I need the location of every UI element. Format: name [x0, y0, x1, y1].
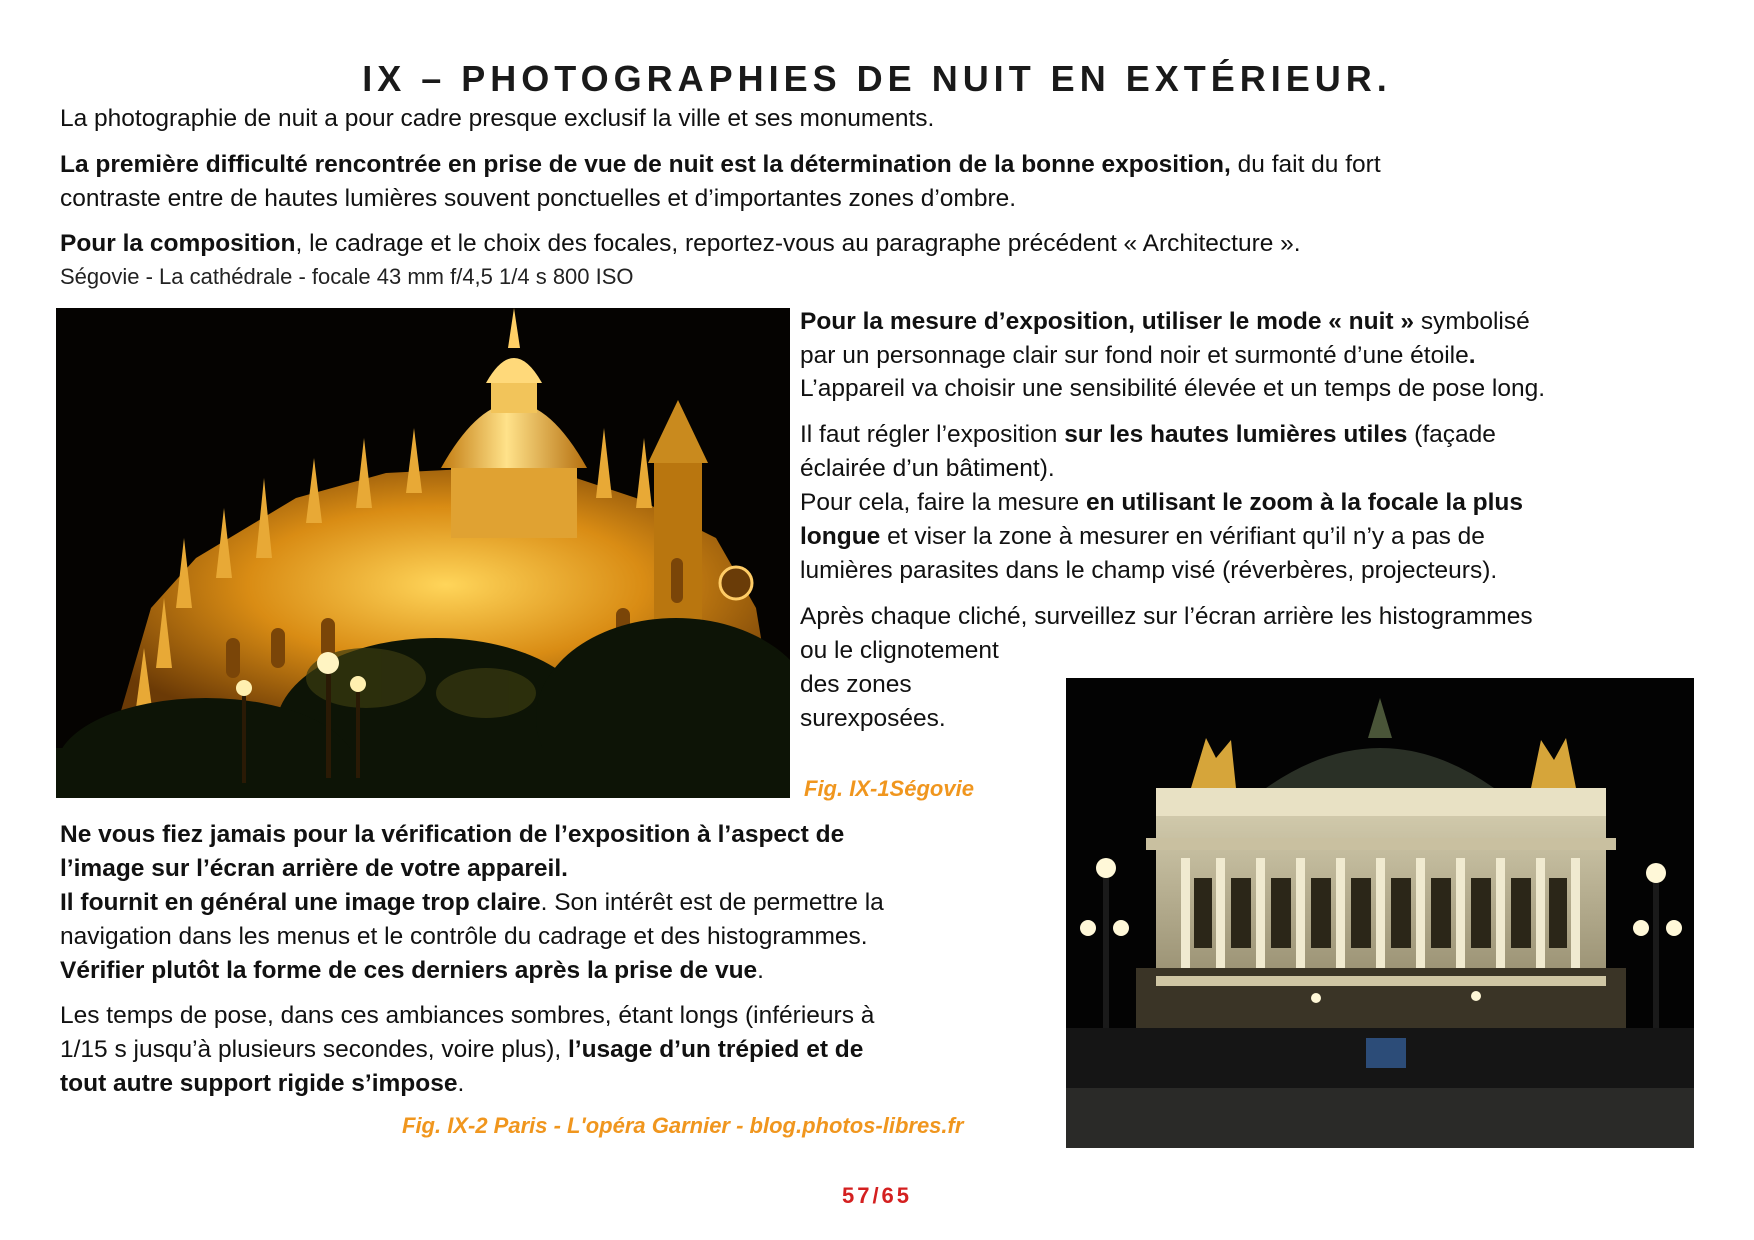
intro-paragraph: La photographie de nuit a pour cadre presque exclusif la ville et ses monuments. — [60, 105, 935, 132]
text: 1/15 s jusqu’à plusieurs secondes, voire plus), — [60, 1036, 568, 1063]
right-line-11: des zones — [800, 671, 912, 698]
photo-caption: Ségovie - La cathédrale - focale 43 mm f/4,5 1/4 s 800 ISO — [60, 264, 634, 289]
bottom-line-8 — [60, 1067, 464, 1101]
bold-text: La première difficulté rencontrée en prise de vue de nuit est la détermination de la bonne exposition, — [60, 151, 1231, 178]
right-line-5: éclairée d’un bâtiment). — [800, 455, 1055, 482]
bold-text: en utilisant le zoom à la focale la plus — [1085, 489, 1523, 516]
bold-text: longue — [800, 523, 881, 550]
bold-text: Il fournit en général une image trop claire — [60, 889, 541, 916]
bottom-line-3 — [60, 886, 884, 920]
text: (façade — [1407, 421, 1496, 448]
right-line-7 — [800, 520, 1485, 554]
right-line-6 — [800, 486, 1523, 520]
text: Il faut régler l’exposition — [800, 421, 1065, 448]
figure-1-caption: Fig. IX-1Ségovie — [804, 776, 974, 801]
text: , le cadrage et le choix des focales, reportez-vous au paragraphe précédent « Architecture ». — [295, 230, 1301, 257]
bold-text: sur les hautes lumières utiles — [1064, 421, 1408, 448]
bold-text: tout autre support rigide s’impose — [60, 1070, 458, 1097]
bottom-line-6: Les temps de pose, dans ces ambiances sombres, étant longs (inférieurs à — [60, 1002, 875, 1029]
right-line-4 — [800, 418, 1496, 452]
bottom-line-1: Ne vous fiez jamais pour la vérification de l’exposition à l’aspect de — [60, 821, 845, 848]
right-line-1 — [800, 305, 1530, 339]
cathedral-photo — [56, 308, 790, 798]
bottom-line-2: l’image sur l’écran arrière de votre appareil. — [60, 855, 568, 882]
bottom-line-5 — [60, 954, 764, 988]
bold-text: Pour la composition — [60, 230, 296, 257]
text: Pour cela, faire la mesure — [800, 489, 1086, 516]
cathedral-illustration — [56, 308, 790, 798]
text: . — [457, 1070, 465, 1097]
right-line-12: surexposées. — [800, 705, 946, 732]
bold-text: Vérifier plutôt la forme de ces derniers après la prise de vue — [60, 957, 758, 984]
page-number: 57/65 — [841, 1183, 913, 1208]
opera-photo — [1066, 678, 1694, 1148]
page-title: IX – PHOTOGRAPHIES DE NUIT EN EXTÉRIEUR. — [362, 58, 1392, 99]
text: . — [757, 957, 764, 984]
text: par un personnage clair sur fond noir et surmonté d’une étoile — [800, 342, 1469, 369]
right-line-10: ou le clignotement — [800, 637, 999, 664]
right-line-3: L’appareil va choisir une sensibilité élevée et un temps de pose long. — [800, 375, 1546, 402]
paragraph-composition — [60, 227, 1301, 261]
right-line-8: lumières parasites dans le champ visé (réverbères, projecteurs). — [800, 557, 1498, 584]
paragraph-difficulty-line2: contraste entre de hautes lumières souvent ponctuelles et d’importantes zones d’ombre. — [60, 185, 1017, 212]
right-line-2 — [800, 339, 1476, 373]
text: du fait du fort — [1230, 151, 1381, 178]
text: symbolisé — [1414, 308, 1530, 335]
bold-text: l’usage d’un trépied et de — [567, 1036, 864, 1063]
bold-text: Pour la mesure d’exposition, utiliser le mode « nuit » — [800, 308, 1415, 335]
bottom-line-7 — [60, 1033, 863, 1067]
right-line-9: Après chaque cliché, surveillez sur l’écran arrière les histogrammes — [800, 603, 1533, 630]
bold-text: . — [1468, 342, 1476, 369]
text: et viser la zone à mesurer en vérifiant qu’il n’y a pas de — [880, 523, 1485, 550]
opera-illustration — [1066, 678, 1694, 1148]
figure-2-caption: Fig. IX-2 Paris - L'opéra Garnier - blog.photos-libres.fr — [402, 1113, 964, 1138]
paragraph-difficulty-line1 — [60, 148, 1381, 182]
bottom-line-4: navigation dans les menus et le contrôle du cadrage et des histogrammes. — [60, 923, 868, 950]
text: . Son intérêt est de permettre la — [540, 889, 884, 916]
